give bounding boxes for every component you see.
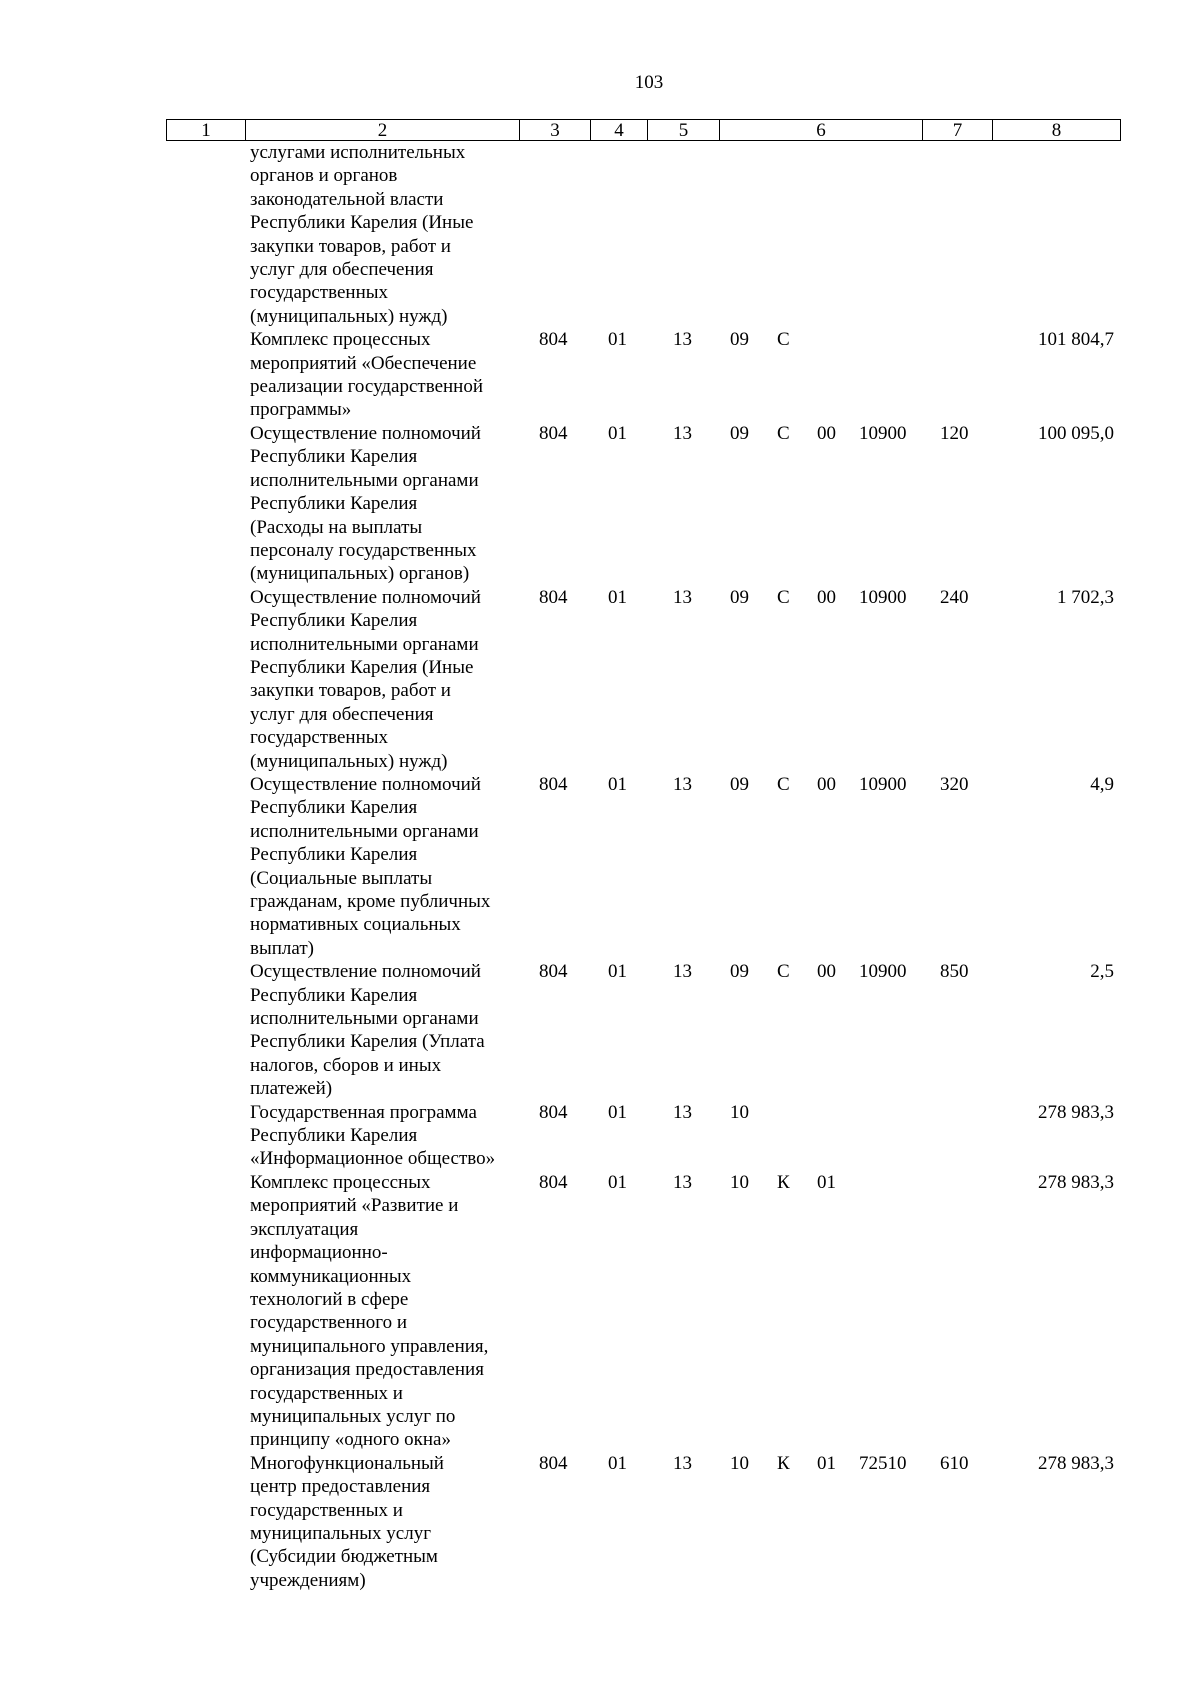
table-row (0, 960, 1200, 1100)
row-description (250, 141, 522, 328)
row-direction: 10900 (859, 773, 907, 795)
row-description (250, 1171, 522, 1452)
row-program: 09 (730, 329, 749, 351)
row-program-element: 00 (817, 961, 836, 983)
row-description-line: Республики Карелия (250, 984, 418, 1006)
row-ved: 804 (539, 961, 568, 983)
row-program: 10 (730, 1101, 749, 1123)
row-description-line: Республики Карелия (250, 493, 418, 515)
row-description-line: Республики Карелия (250, 844, 418, 866)
row-program-type: С (777, 961, 790, 983)
row-section: 01 (608, 422, 627, 444)
row-description-line: государственных (250, 727, 389, 749)
row-direction: 10900 (859, 586, 907, 608)
row-program: 10 (730, 1452, 749, 1474)
row-description (250, 960, 522, 1100)
row-description-line: органов и органов (250, 165, 398, 187)
row-program-type: С (777, 773, 790, 795)
row-amount: 4,9 (1090, 773, 1114, 795)
row-description-line: Республики Карелия (250, 446, 418, 468)
row-description-line: (муниципальных) органов) (250, 563, 470, 585)
row-program-element: 01 (817, 1452, 836, 1474)
row-description-line: (Социальные выплаты (250, 867, 433, 889)
row-description-line: Осуществление полномочий (250, 773, 481, 795)
row-description-line: реализации государственной (250, 376, 484, 398)
row-description-line: государственных и (250, 1499, 403, 1521)
row-description-line: Комплекс процессных (250, 329, 431, 351)
row-description-line: (муниципальных) нужд) (250, 750, 448, 772)
row-section: 01 (608, 329, 627, 351)
row-description-line: Государственная программа (250, 1101, 477, 1123)
row-description-line: учреждениям) (250, 1569, 366, 1591)
row-program-type: К (777, 1452, 790, 1474)
row-description-line: услугами исполнительных (250, 142, 466, 163)
row-description-line: исполнительными органами (250, 469, 479, 491)
row-description-line: организация предоставления (250, 1359, 484, 1381)
row-description-line: Осуществление полномочий (250, 961, 481, 983)
row-description (250, 586, 522, 773)
row-description-line: закупки товаров, работ и (250, 235, 451, 257)
header-col-7: 7 (923, 120, 993, 140)
row-description-line: государственных (250, 282, 389, 304)
row-description-line: муниципальных услуг (250, 1522, 432, 1544)
row-description-line: центр предоставления (250, 1476, 431, 1498)
row-amount: 2,5 (1090, 961, 1114, 983)
row-ved: 804 (539, 422, 568, 444)
row-description-line: исполнительными органами (250, 633, 479, 655)
row-program: 09 (730, 586, 749, 608)
header-col-3: 3 (520, 120, 591, 140)
row-description-line: принципу «одного окна» (250, 1429, 451, 1451)
row-description-line: Осуществление полномочий (250, 586, 481, 608)
row-subsection: 13 (673, 1101, 692, 1123)
row-program-type: С (777, 586, 790, 608)
row-expense-type: 120 (940, 422, 969, 444)
row-description (250, 1452, 522, 1592)
row-program: 09 (730, 961, 749, 983)
row-ved: 804 (539, 773, 568, 795)
row-subsection: 13 (673, 586, 692, 608)
row-description-line: гражданам, кроме публичных (250, 891, 491, 912)
row-program: 09 (730, 422, 749, 444)
row-description-line: коммуникационных (250, 1265, 412, 1287)
row-description (250, 328, 522, 422)
row-program-type: К (777, 1171, 790, 1193)
row-amount: 278 983,3 (1038, 1101, 1114, 1123)
table-row (0, 328, 1200, 422)
row-direction: 10900 (859, 422, 907, 444)
row-description-line: программы» (250, 399, 352, 421)
row-description-line: Республики Карелия (Иные (250, 212, 474, 234)
table-header (166, 119, 1121, 141)
row-program-type: С (777, 422, 790, 444)
row-description-line: «Информационное общество» (250, 1148, 496, 1170)
row-subsection: 13 (673, 1171, 692, 1193)
row-description-line: выплат) (250, 937, 314, 959)
row-description-line: технологий в сфере (250, 1288, 409, 1310)
row-subsection: 13 (673, 961, 692, 983)
row-description-line: законодательной власти (250, 188, 444, 210)
row-description-line: Республики Карелия (Иные (250, 656, 474, 678)
row-amount: 278 983,3 (1038, 1171, 1114, 1193)
row-subsection: 13 (673, 773, 692, 795)
row-description-line: Осуществление полномочий (250, 422, 481, 444)
row-program-element: 00 (817, 773, 836, 795)
row-subsection: 13 (673, 1452, 692, 1474)
table-row (0, 1452, 1200, 1592)
row-section: 01 (608, 773, 627, 795)
row-description (250, 1101, 522, 1171)
row-description-line: персоналу государственных (250, 539, 477, 561)
row-ved: 804 (539, 1171, 568, 1193)
row-description-line: Многофункциональный (250, 1452, 444, 1474)
row-description-line: исполнительными органами (250, 1008, 479, 1030)
table-row (0, 773, 1200, 960)
row-description-line: муниципальных услуг по (250, 1405, 456, 1427)
table-row (0, 1101, 1200, 1171)
row-description-line: (Субсидии бюджетным (250, 1546, 438, 1568)
row-subsection: 13 (673, 329, 692, 351)
row-expense-type: 850 (940, 961, 969, 983)
table-row (0, 586, 1200, 773)
row-amount: 100 095,0 (1038, 422, 1114, 444)
row-program: 10 (730, 1171, 749, 1193)
page-number: 103 (634, 72, 664, 93)
row-description (250, 422, 522, 586)
row-expense-type: 320 (940, 773, 969, 795)
table-row (0, 141, 1200, 328)
row-description-line: закупки товаров, работ и (250, 680, 451, 702)
row-description-line: налогов, сборов и иных (250, 1054, 442, 1076)
row-program-element: 00 (817, 586, 836, 608)
row-program: 09 (730, 773, 749, 795)
row-description-line: Республики Карелия (250, 610, 418, 632)
row-description-line: Комплекс процессных (250, 1171, 431, 1193)
row-direction: 10900 (859, 961, 907, 983)
header-col-5: 5 (648, 120, 720, 140)
row-program-type: С (777, 329, 790, 351)
row-section: 01 (608, 961, 627, 983)
row-description-line: Республики Карелия (250, 797, 418, 819)
row-description-line: нормативных социальных (250, 914, 461, 936)
row-description-line: мероприятий «Обеспечение (250, 352, 477, 374)
header-col-6: 6 (720, 120, 923, 140)
row-section: 01 (608, 1452, 627, 1474)
row-description-line: Республики Карелия (250, 1125, 418, 1147)
row-description-line: эксплуатация (250, 1218, 359, 1240)
row-description (250, 773, 522, 960)
row-direction: 72510 (859, 1452, 907, 1474)
row-program-element: 01 (817, 1171, 836, 1193)
header-col-2: 2 (246, 120, 520, 140)
row-description-line: исполнительными органами (250, 820, 479, 842)
row-subsection: 13 (673, 422, 692, 444)
row-description-line: платежей) (250, 1078, 333, 1100)
row-ved: 804 (539, 329, 568, 351)
row-ved: 804 (539, 1101, 568, 1123)
row-expense-type: 240 (940, 586, 969, 608)
row-ved: 804 (539, 1452, 568, 1474)
row-description-line: государственного и (250, 1312, 407, 1334)
table-row (0, 422, 1200, 586)
row-description-line: государственных и (250, 1382, 403, 1404)
row-expense-type: 610 (940, 1452, 969, 1474)
header-col-1: 1 (167, 120, 246, 140)
row-section: 01 (608, 586, 627, 608)
row-description-line: услуг для обеспечения (250, 703, 434, 725)
row-description-line: муниципального управления, (250, 1335, 489, 1357)
header-col-4: 4 (591, 120, 648, 140)
row-program-element: 00 (817, 422, 836, 444)
row-description-line: (Расходы на выплаты (250, 516, 423, 538)
row-description-line: мероприятий «Развитие и (250, 1195, 459, 1217)
row-amount: 278 983,3 (1038, 1452, 1114, 1474)
budget-table-body (0, 141, 1200, 1592)
row-amount: 101 804,7 (1038, 329, 1114, 351)
row-ved: 804 (539, 586, 568, 608)
header-col-8: 8 (1051, 120, 1062, 141)
row-amount: 1 702,3 (1057, 586, 1114, 608)
row-description-line: услуг для обеспечения (250, 259, 434, 281)
row-description-line: (муниципальных) нужд) (250, 305, 448, 327)
row-description-line: Республики Карелия (Уплата (250, 1031, 485, 1053)
row-section: 01 (608, 1171, 627, 1193)
row-section: 01 (608, 1101, 627, 1123)
table-row (0, 1171, 1200, 1452)
row-description-line: информационно- (250, 1242, 388, 1264)
